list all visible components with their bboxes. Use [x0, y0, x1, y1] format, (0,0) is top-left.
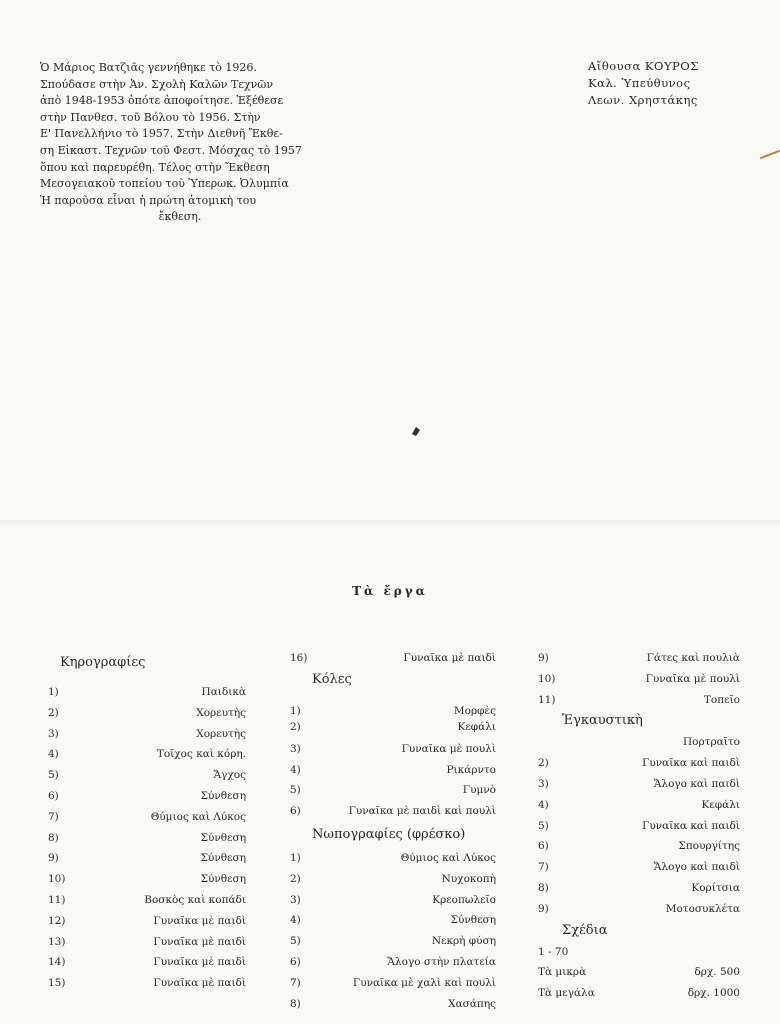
page-fold — [0, 520, 780, 526]
section-heading: Κόλες — [312, 671, 352, 687]
section-heading: Σχέδια — [562, 922, 608, 938]
item-title: Σύνθεση — [200, 789, 246, 802]
item-number: 9) — [48, 852, 59, 865]
list-item — [290, 869, 496, 890]
section-heading: Νωπογραφίες (φρέσκο) — [312, 826, 466, 842]
item-number: 7) — [290, 976, 301, 989]
drawings-range: 1 - 70 — [538, 945, 569, 958]
item-title: Παιδικὰ — [201, 686, 246, 698]
list-item — [48, 952, 246, 973]
item-title: Κρεοπωλεῖο — [432, 893, 496, 906]
item-title: Βοσκὸς καὶ κοπάδι — [144, 893, 246, 906]
item-number: 12) — [48, 914, 66, 927]
item-title: Γυναῖκα καὶ παιδὶ — [642, 819, 740, 832]
item-number: 5) — [290, 935, 301, 948]
item-number: 8) — [538, 881, 549, 894]
item-number: 3) — [290, 742, 301, 755]
list-item — [290, 739, 496, 760]
item-title: Γυναῖκα μὲ πουλὶ — [645, 672, 740, 685]
list-item — [538, 878, 740, 899]
gallery-person: Λεων. Χρηστάκης — [588, 93, 698, 107]
item-number: 6) — [48, 789, 59, 802]
item-title: Θύμιος καὶ Λύκος — [150, 810, 246, 823]
item-number: 1) — [48, 686, 59, 698]
list-item — [290, 703, 496, 719]
list-item — [538, 816, 740, 837]
bio-line: Σπούδασε στὴν Ἀν. Σχολὴ Καλῶν Τεχνῶν — [40, 77, 274, 91]
item-title: Γυναῖκα μὲ παιδὶ — [153, 977, 246, 990]
item-number: 7) — [538, 861, 549, 874]
item-title: Πορτραῖτο — [683, 736, 740, 749]
bio-line: Ἡ παροῦσα εἶναι ἡ πρώτη ἀτομικὴ του — [40, 193, 257, 207]
item-number: 3) — [48, 727, 59, 740]
item-number: 1) — [290, 704, 301, 717]
list-item — [538, 857, 740, 878]
list-item — [48, 703, 246, 724]
item-number: 10) — [48, 873, 66, 886]
item-number: 3) — [290, 893, 301, 906]
list-item — [48, 869, 246, 890]
item-number: 6) — [538, 840, 549, 853]
list-item — [538, 690, 740, 711]
list-item — [48, 911, 246, 932]
list-item — [48, 890, 246, 911]
list-item — [48, 744, 246, 765]
bio-line: Ε' Πανελλήνιο τὸ 1957. Στὴν Διεθνῆ Ἔκθε- — [40, 127, 283, 141]
item-number: 11) — [538, 693, 556, 706]
item-title: Τοπεῖο — [703, 693, 740, 706]
list-item — [48, 828, 246, 849]
item-title: Χασάπης — [448, 997, 496, 1010]
list-item — [290, 890, 496, 911]
list-item — [48, 807, 246, 828]
item-title: Ἄλογο στὴν πλατεία — [387, 955, 496, 968]
item-title: Γυναῖκα μὲ παιδὶ καὶ πουλὶ — [348, 805, 496, 818]
item-title: Ἄλογο καὶ παιδὶ — [653, 777, 740, 790]
list-item — [48, 765, 246, 786]
item-title: Κορίτσια — [691, 881, 740, 894]
price-row — [538, 962, 740, 983]
list-item — [290, 931, 496, 952]
item-number: 1) — [290, 851, 301, 864]
item-number: 4) — [48, 748, 59, 761]
list-item — [48, 724, 246, 745]
item-number: 9) — [538, 652, 549, 664]
item-title: Κεφάλι — [701, 798, 740, 811]
bio-line: ἀπὸ 1948-1953 ὁπότε ἀποφοίτησε. Ἐξέθεσε — [40, 94, 284, 108]
item-title: Χορευτὴς — [196, 706, 246, 719]
item-title: Θύμιος καὶ Λύκος — [400, 851, 496, 864]
item-number: 16) — [290, 652, 308, 664]
price-row — [538, 983, 740, 1004]
item-number: 13) — [48, 935, 66, 948]
gallery-name: Αἴθουσα ΚΟΥΡΟΣ — [588, 59, 699, 73]
list-item — [290, 719, 496, 735]
list-item — [290, 952, 496, 973]
bio-line: ὅπου καὶ παρευρέθη. Τέλος στὴν Ἔκθεση — [40, 160, 270, 174]
item-title: Σύνθεση — [200, 873, 246, 886]
bio-line: Μεσογειακοῦ τοπείου τοῦ Ὑπερωκ. Ὀλυμπία — [40, 177, 289, 191]
list-item — [48, 848, 246, 869]
item-number: 8) — [48, 831, 59, 844]
gallery-manager: Καλ. Ὑπεύθυνος — [588, 76, 691, 90]
item-title: Ἄλογο καὶ παιδὶ — [653, 861, 740, 874]
item-title: Τοῖχος καὶ κόρη. — [156, 748, 246, 761]
list-item — [290, 780, 496, 801]
item-number: 10) — [538, 672, 556, 685]
column-sheets-frescoes — [290, 648, 496, 1014]
bio-line: ση Εἰκαστ. Τεχνῶν τοῦ Φεστ. Μόσχας τὸ 1957 — [40, 143, 302, 157]
list-item — [538, 669, 740, 690]
item-number: 4) — [290, 763, 301, 776]
list-item — [538, 899, 740, 920]
item-number: 2) — [48, 706, 59, 719]
bio-line: Ὁ Μάριος Βατζιᾶς γεννήθηκε τὸ 1926. — [40, 61, 257, 74]
list-item — [48, 786, 246, 807]
item-number: 3) — [538, 777, 549, 790]
item-title: Γυμνὸ — [462, 784, 496, 797]
item-number: 6) — [290, 955, 301, 968]
list-item — [290, 973, 496, 994]
list-item — [538, 732, 740, 753]
list-item — [538, 795, 740, 816]
price-value: δρχ. 500 — [694, 966, 740, 979]
column-wax-paintings — [48, 652, 246, 994]
bio-line: ἔκθεση. — [158, 210, 202, 224]
list-item — [290, 848, 496, 869]
item-title: Γυναῖκα μὲ πουλὶ — [401, 742, 496, 755]
item-title: Γυναῖκα μὲ παιδὶ — [153, 956, 246, 969]
list-item — [538, 774, 740, 795]
list-item — [538, 753, 740, 774]
list-item — [290, 994, 496, 1015]
item-title: Γυναῖκα μὲ παιδὶ — [403, 652, 496, 664]
ink-stroke-mark — [760, 148, 780, 160]
list-item — [48, 973, 246, 994]
item-number: 11) — [48, 893, 66, 906]
item-title: Σύνθεση — [200, 831, 246, 844]
price-label: Τὰ μικρὰ — [538, 966, 587, 979]
item-number: 2) — [538, 757, 549, 770]
bio-line: στὴν Πανθεσ. τοῦ Βόλου τὸ 1956. Στὴν — [40, 110, 261, 124]
item-number: 15) — [48, 977, 66, 990]
item-title: Νεκρὴ φύση — [431, 935, 496, 948]
item-title: Γάτες καὶ πουλιὰ — [646, 652, 740, 664]
item-title: Νυχοκοπὴ — [441, 872, 496, 885]
item-number: 4) — [538, 798, 549, 811]
section-heading: Ἐγκαυστικὴ — [562, 713, 643, 729]
item-number: 9) — [538, 902, 549, 915]
list-item — [290, 801, 496, 822]
item-number: 14) — [48, 956, 66, 969]
list-item — [538, 836, 740, 857]
list-item — [538, 648, 740, 669]
item-number: 2) — [290, 720, 301, 733]
price-label: Τὰ μεγάλα — [538, 987, 595, 1000]
item-number: 6) — [290, 805, 301, 818]
item-title: Ἄγχος — [213, 769, 246, 782]
list-item — [290, 910, 496, 931]
item-title: Σπουργίτης — [678, 840, 740, 853]
item-title: Ρικάρντο — [446, 763, 496, 776]
ink-dot-mark — [410, 425, 422, 437]
item-title: Χορευτὴς — [196, 727, 246, 740]
item-number: 8) — [290, 997, 301, 1010]
price-value: δρχ. 1000 — [687, 987, 740, 1000]
works-title: Τὰ ἔργα — [352, 584, 428, 598]
item-number: 4) — [290, 914, 301, 927]
item-title: Γυναῖκα καὶ παιδὶ — [642, 757, 740, 770]
item-title: Σύνθεση — [200, 852, 246, 865]
item-number: 7) — [48, 810, 59, 823]
item-title: Σύνθεση — [450, 914, 496, 927]
item-title: Κεφάλι — [457, 720, 496, 733]
list-item — [48, 682, 246, 703]
item-title: Γυναῖκα μὲ παιδὶ — [153, 914, 246, 927]
item-number: 2) — [290, 872, 301, 885]
gallery-info — [588, 58, 699, 109]
column-encaustic-drawings — [538, 648, 740, 1004]
item-number: 5) — [48, 769, 59, 782]
item-title: Γυναῖκα μὲ παιδὶ — [153, 935, 246, 948]
item-number: 5) — [538, 819, 549, 832]
list-item — [290, 760, 496, 781]
list-item — [538, 942, 740, 963]
artist-biography — [40, 60, 320, 226]
item-number: 5) — [290, 784, 301, 797]
section-heading: Κηρογραφίες — [60, 655, 146, 670]
list-item — [290, 648, 496, 669]
item-title: Μοτοσυκλέτα — [665, 902, 740, 915]
item-title: Γυναῖκα μὲ χαλὶ καὶ πουλὶ — [352, 976, 496, 989]
item-title: Μορφὲς — [453, 704, 496, 717]
list-item — [48, 932, 246, 953]
